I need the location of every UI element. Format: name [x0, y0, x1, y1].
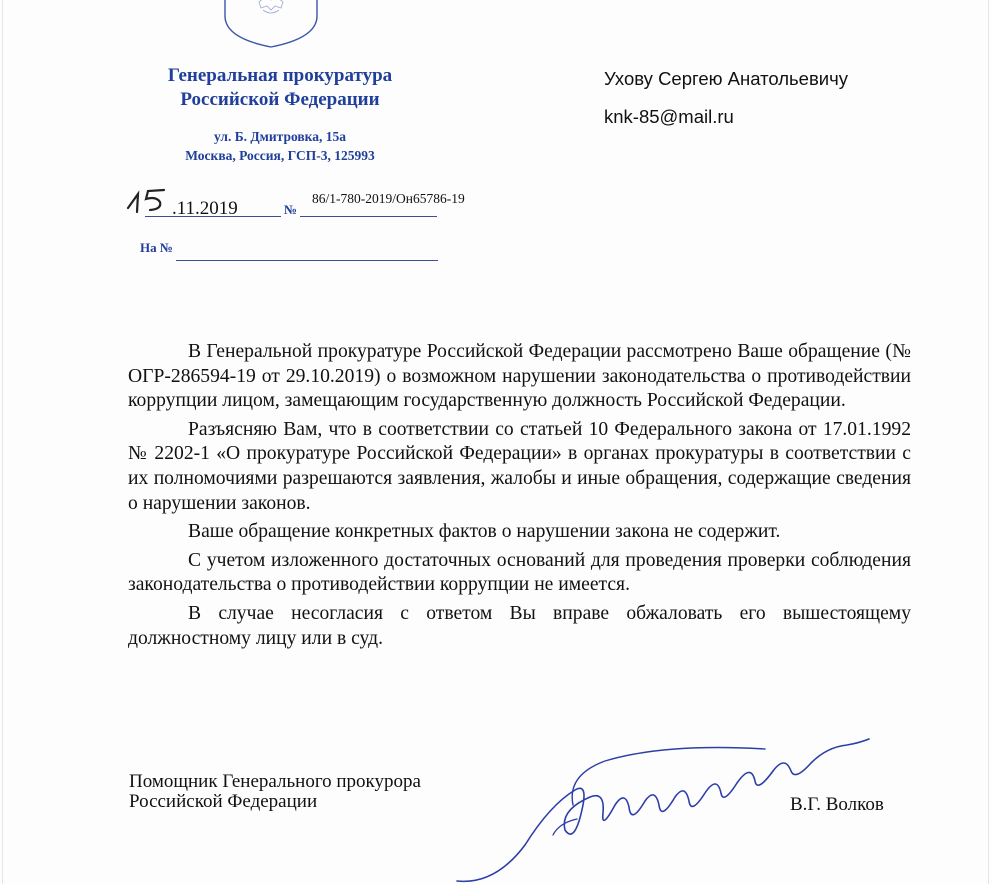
date-underline: [145, 216, 281, 217]
reference-label: На №: [140, 240, 173, 255]
issuer-address: [130, 127, 430, 165]
handwritten-date-day: [124, 186, 170, 216]
recipient-block: [604, 66, 848, 130]
number-sign: №: [284, 202, 298, 217]
body-paragraph: В случае несогласия с ответом Вы вправе обжаловать его вышестоящему должностному лицу или в суд.: [128, 602, 911, 649]
recipient-name: Ухову Сергею Анатольевичу: [604, 68, 849, 89]
coat-of-arms-emblem-icon: [221, 0, 321, 48]
body-paragraph: Ваше обращение конкретных фактов о нарушении закона не содержит.: [188, 521, 781, 543]
recipient-email: knk-85@mail.ru: [604, 106, 734, 127]
issuer-line-1: Генеральная прокуратура: [167, 65, 393, 86]
signatory-name: В.Г. Волков: [790, 794, 884, 815]
registration-number: 86/1-780-2019/Он65786-19: [312, 191, 465, 206]
letter-body: [128, 340, 911, 651]
issuer-line-2: Российской Федерации: [180, 89, 380, 110]
page-edge-right: [988, 0, 989, 884]
number-underline: [300, 216, 437, 217]
position-line-1: Помощник Генерального прокурора: [129, 771, 421, 792]
issuer-name: [130, 64, 430, 112]
letter-date: .11.2019: [172, 198, 238, 219]
reference-underline: [176, 260, 438, 261]
page-edge-left: [2, 0, 3, 884]
position-line-2: Российской Федерации: [129, 791, 318, 812]
signatory-position: [129, 772, 421, 812]
body-paragraph: С учетом изложенного достаточных оснований для проведения проверки соблюдения законодательства о противодействии коррупции не имеется.: [128, 549, 911, 596]
body-paragraph: Разъясняю Вам, что в соответствии со статьей 10 Федерального закона от 17.01.1992 № 2202-1 «О прокуратуре Российской Федерации» в органах прокуратуры в соответствии с их полномочиями разрешаются заявления, жалобы и иные обращения, содержащие сведения о нарушении законов.: [128, 418, 911, 514]
address-line-1: ул. Б. Дмитровка, 15а: [213, 129, 346, 144]
address-line-2: Москва, Россия, ГСП-3, 125993: [185, 148, 375, 163]
body-paragraph: В Генеральной прокуратуре Российской Федерации рассмотрено Ваше обращение (№ ОГР-286594-19 от 29.10.2019) о возможном нарушении законодательства о противодействии коррупции лицом, замещающим государственную должность Российской Федерации.: [128, 341, 911, 412]
